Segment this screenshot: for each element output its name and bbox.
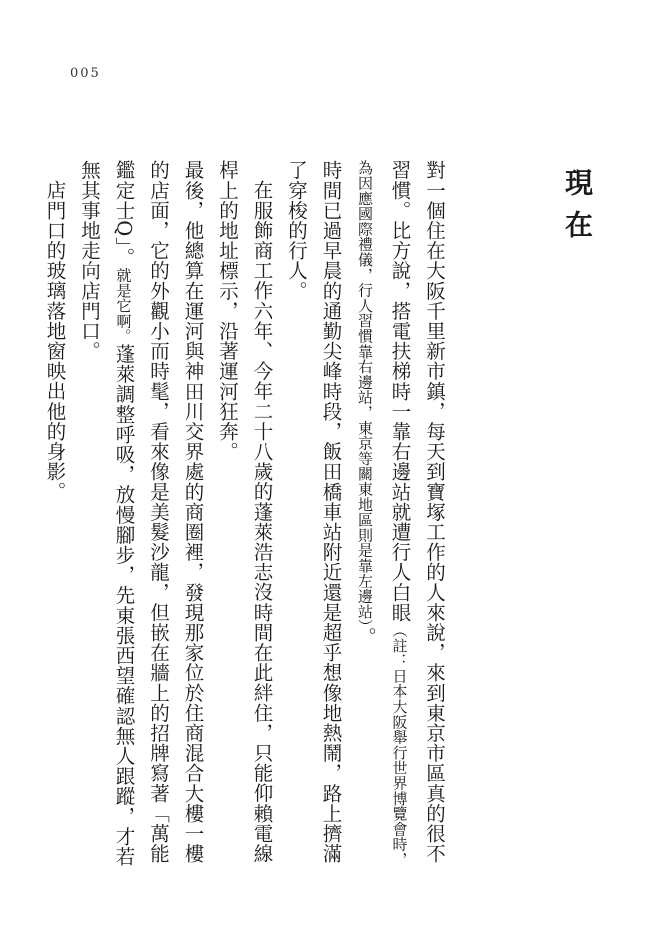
body-text [37,160,451,880]
paragraph-4-text-end: 蓬萊調整呼吸，放慢腳步，先東張西望確認無人跟蹤，才若無其事地走向店門口。 [78,160,136,867]
paragraph-2-text: 時間已過早晨的通勤尖峰時段，飯田橋車站附近還是超乎想像地熱鬧，路上擠滿了穿梭的行人。 [285,160,343,864]
paragraph-2 [279,160,348,880]
paragraph-1-note: （註：日本大阪舉行世界博覽會時，為因應國際禮儀，行人習慣靠右邊站，東京等關東地區則是靠左邊站） [356,160,409,868]
paragraph-4-text: 最後，他總算在運河與神田川交界處的商圈裡，發現那家位於住商混合大樓一樓的店面，它的外觀小而時髦，看來像是美髮沙龍，但嵌在牆上的招牌寫著「萬能鑑定士Q」。 [112,160,205,864]
paragraph-4 [72,160,210,880]
paragraph-5 [37,160,72,880]
paragraph-3 [210,160,279,880]
paragraph-1-text: 對一個住在大阪千里新市鎮，每天到寶塚工作的人來說，來到東京市區真的很不習慣。比方說，搭電扶梯時一靠右邊站就遭行人白眼 [388,160,446,864]
page-number: 005 [70,66,101,81]
paragraph-1 [348,160,452,880]
paragraph-3-text: 在服飾商工作六年、今年二十八歲的蓬萊浩志沒時間在此絆住，只能仰賴電線桿上的地址標示，沿著運河狂奔。 [216,160,274,863]
chapter-title: 現在 [561,168,594,252]
paragraph-5-text: 店門口的玻璃落地窗映出他的身影。 [43,179,67,502]
paragraph-4-inner-thought: 就是它啊。 [114,267,133,344]
paragraph-1-text-end: 。 [354,626,377,647]
